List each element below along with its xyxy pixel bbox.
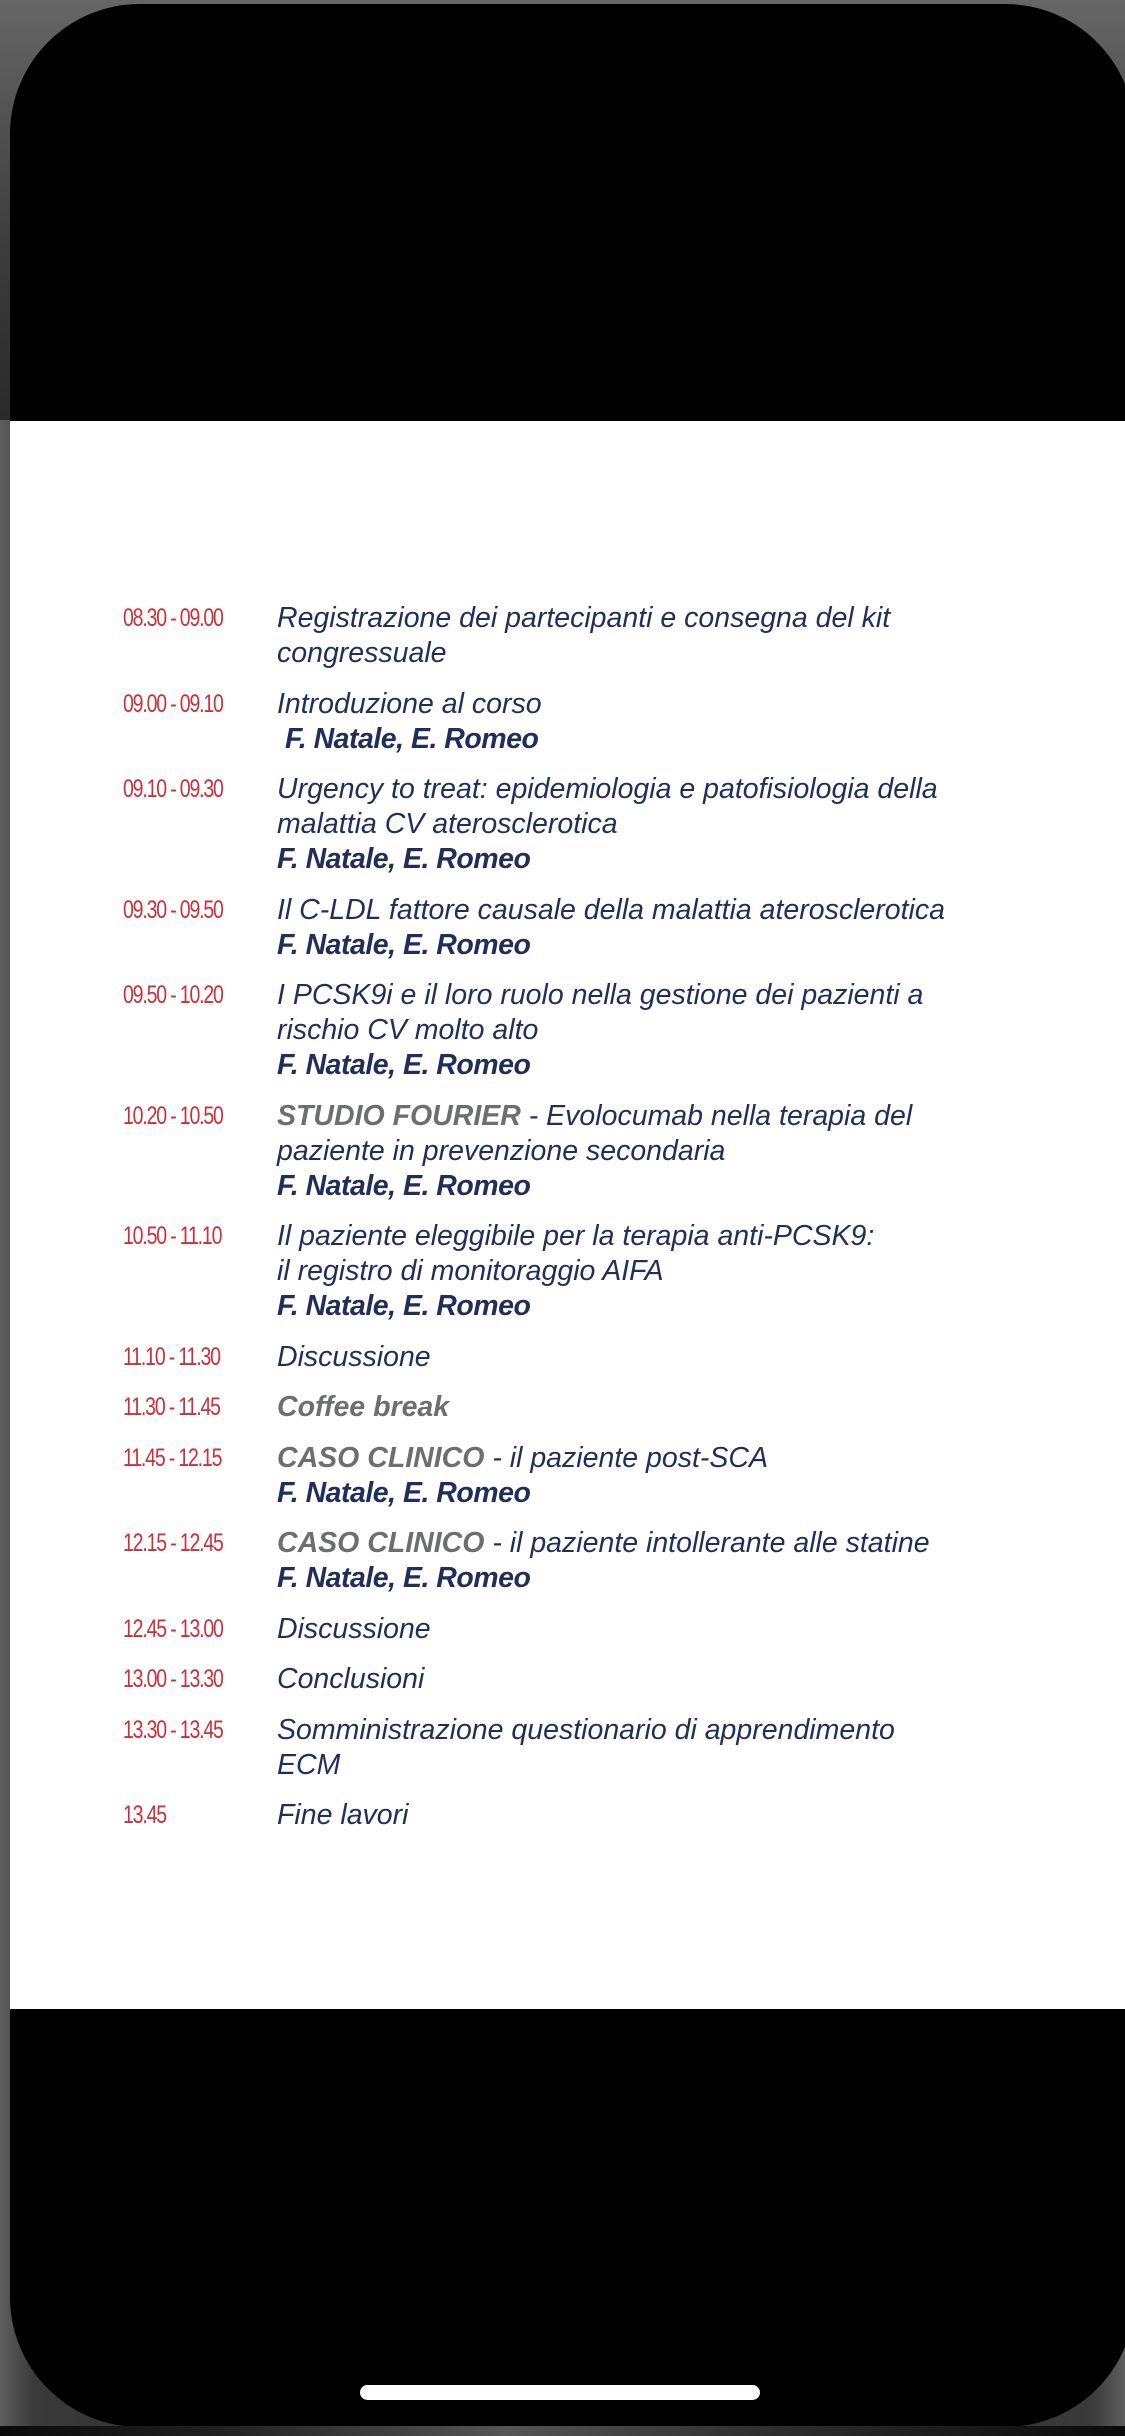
agenda-title-line: malattia CV aterosclerotica: [277, 808, 618, 840]
agenda-highlight: CASO CLINICO: [277, 1527, 485, 1559]
agenda-item: [123, 1662, 1073, 1697]
agenda-time: 11.45 - 12.15: [123, 1443, 222, 1472]
agenda-item: [123, 1340, 1073, 1375]
agenda-time: 10.20 - 10.50: [123, 1101, 223, 1130]
agenda-item: [123, 687, 1073, 757]
agenda-title-text: - il paziente intollerante alle statine: [484, 1527, 930, 1559]
agenda-title-line: rischio CV molto alto: [277, 1014, 539, 1046]
agenda-time: 09.50 - 10.20: [123, 981, 223, 1009]
agenda-time: 13.00 - 13.30: [123, 1665, 223, 1693]
agenda-content: [277, 978, 1073, 1083]
agenda-item: [123, 772, 1073, 877]
agenda-title-line: [277, 1441, 1073, 1476]
document-page[interactable]: [10, 421, 1125, 2009]
agenda-time: 09.00 - 09.10: [123, 689, 223, 718]
agenda-title-line: Introduzione al corso: [277, 687, 542, 720]
agenda-content: [277, 1441, 1073, 1511]
agenda-title-line: Registrazione dei partecipanti e consegna del kit: [277, 602, 891, 634]
agenda-content: [277, 1713, 1073, 1783]
agenda-item: [123, 1713, 1073, 1783]
agenda-title-line: Conclusioni: [277, 1663, 425, 1695]
agenda-speakers: F. Natale, E. Romeo: [277, 1562, 531, 1594]
agenda-title-line: Fine lavori: [277, 1799, 409, 1831]
agenda-speakers: F. Natale, E. Romeo: [277, 928, 531, 961]
device-bezel-bottom: [0, 2426, 1125, 2436]
agenda-content: [277, 1662, 1073, 1697]
agenda-item: [123, 1441, 1073, 1511]
agenda-content: [277, 1099, 1073, 1204]
agenda-title-text: - Evolocumab nella terapia del: [520, 1099, 913, 1132]
agenda-time: 09.10 - 09.30: [123, 775, 223, 803]
agenda-item: [123, 601, 1073, 671]
agenda-time: 10.50 - 11.10: [123, 1222, 222, 1250]
agenda-title-line: I PCSK9i e il loro ruolo nella gestione dei pazienti a: [277, 979, 924, 1011]
agenda-content: [277, 601, 1073, 671]
agenda-time: 13.30 - 13.45: [123, 1715, 223, 1744]
agenda-highlight: CASO CLINICO: [277, 1441, 485, 1474]
agenda-title-line: Il C-LDL fattore causale della malattia aterosclerotica: [277, 893, 945, 926]
agenda-time: 11.30 - 11.45: [123, 1393, 220, 1421]
agenda-time: 12.15 - 12.45: [123, 1529, 223, 1557]
agenda-time: 12.45 - 13.00: [123, 1614, 223, 1643]
agenda-title-line: Somministrazione questionario di apprendimento: [277, 1713, 895, 1746]
agenda-item: [123, 1612, 1073, 1647]
phone-screen: [10, 4, 1125, 2427]
agenda-content: [277, 1219, 1073, 1324]
agenda-content: [277, 893, 1073, 963]
agenda-content: [277, 1526, 1073, 1596]
agenda-title-line: Coffee break: [277, 1391, 450, 1423]
agenda-title-line: congressuale: [277, 637, 447, 669]
agenda-speakers: F. Natale, E. Romeo: [277, 1476, 531, 1509]
agenda-title-line: Discussione: [277, 1612, 431, 1645]
agenda-content: [277, 1390, 1073, 1425]
agenda-time: 09.30 - 09.50: [123, 895, 223, 924]
agenda-title-line: il registro di monitoraggio AIFA: [277, 1255, 664, 1287]
agenda-title-line: Urgency to treat: epidemiologia e patofisiologia della: [277, 773, 938, 805]
agenda-item: [123, 1798, 1073, 1833]
agenda-speakers: F. Natale, E. Romeo: [277, 1290, 531, 1322]
agenda-content: [277, 687, 1073, 757]
agenda-speakers: F. Natale, E. Romeo: [285, 722, 539, 755]
agenda-time: 13.45: [123, 1801, 166, 1829]
agenda-item: [123, 893, 1073, 963]
agenda-speakers: F. Natale, E. Romeo: [277, 1169, 531, 1202]
agenda-content: [277, 1612, 1073, 1647]
agenda-highlight: STUDIO FOURIER: [277, 1099, 521, 1132]
home-indicator[interactable]: [360, 2385, 760, 2400]
agenda-item: [123, 1219, 1073, 1324]
agenda-title-line: [277, 1526, 1073, 1561]
agenda-item: [123, 1390, 1073, 1425]
agenda-list: [123, 601, 1073, 1849]
agenda-speakers: F. Natale, E. Romeo: [277, 1049, 531, 1081]
agenda-title-line: [277, 1099, 1073, 1134]
agenda-content: [277, 772, 1073, 877]
agenda-title-line: Il paziente eleggibile per la terapia anti-PCSK9:: [277, 1220, 875, 1252]
agenda-time: 11.10 - 11.30: [123, 1342, 220, 1371]
agenda-title-text: - il paziente post-SCA: [484, 1441, 768, 1474]
agenda-item: [123, 1526, 1073, 1596]
agenda-title-line: paziente in prevenzione secondaria: [277, 1134, 726, 1167]
agenda-time: 08.30 - 09.00: [123, 604, 223, 632]
agenda-title-line: ECM: [277, 1748, 341, 1781]
agenda-item: [123, 978, 1073, 1083]
agenda-speakers: F. Natale, E. Romeo: [277, 843, 531, 875]
agenda-item: [123, 1099, 1073, 1204]
agenda-content: [277, 1798, 1073, 1833]
agenda-title-line: Discussione: [277, 1340, 431, 1373]
agenda-content: [277, 1340, 1073, 1375]
